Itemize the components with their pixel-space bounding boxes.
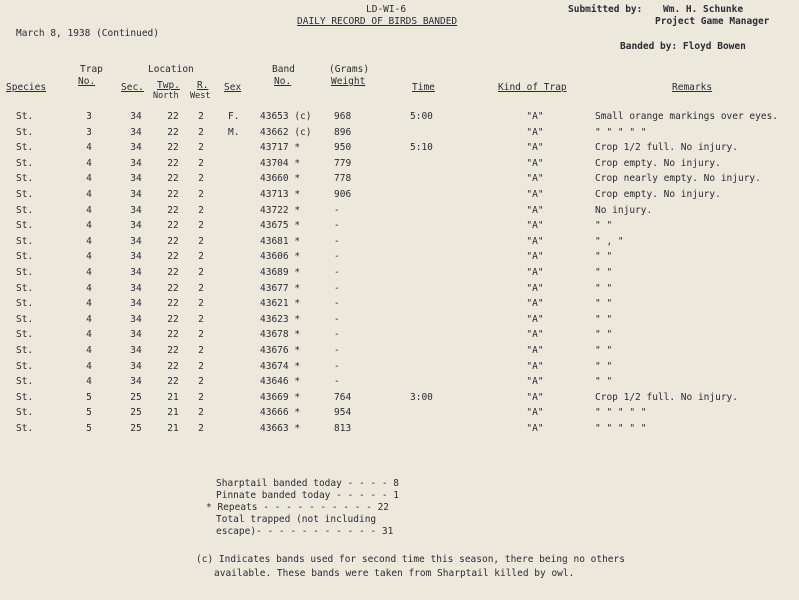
cell-remarks: " , " — [595, 235, 624, 247]
cell-r: 2 — [198, 204, 204, 216]
cell-kind: "A" — [526, 423, 544, 434]
submitted-by-name: Wm. H. Schunke — [663, 4, 744, 15]
cell-remarks: " " " " " — [595, 126, 647, 138]
cell-kind: "A" — [526, 126, 544, 138]
cell-kind: "A" — [526, 376, 544, 388]
cell-r: 2 — [198, 423, 204, 434]
cell-band: 43660 * — [260, 173, 301, 185]
cell-band: 43666 * — [260, 407, 301, 419]
cell-trap: 4 — [86, 329, 92, 341]
cell-twp: 22 — [167, 189, 179, 200]
cell-r: 2 — [198, 391, 204, 403]
cell-twp: 22 — [167, 173, 179, 185]
cell-r: 2 — [198, 345, 204, 356]
cell-species: St. — [16, 267, 34, 278]
cell-remarks: " " — [595, 282, 613, 294]
cell-band: 43669 * — [260, 391, 301, 403]
cell-band: 43621 * — [260, 298, 301, 310]
cell-twp: 22 — [167, 157, 179, 169]
summary-pinnate: Pinnate banded today - - - - - 1 — [216, 490, 400, 501]
cell-sec: 34 — [130, 189, 142, 200]
cell-weight: 764 — [334, 391, 352, 403]
cell-trap: 4 — [86, 235, 92, 247]
col-kind-of-trap: Kind of Trap — [498, 82, 567, 93]
cell-species: St. — [16, 313, 34, 325]
cell-kind: "A" — [526, 111, 544, 122]
cell-trap: 4 — [86, 142, 92, 154]
cell-twp: 21 — [167, 423, 179, 434]
cell-r: 2 — [198, 235, 204, 247]
col-sec: Sec. — [121, 82, 144, 93]
cell-r: 2 — [198, 220, 204, 232]
cell-trap: 3 — [86, 111, 92, 122]
cell-weight: 779 — [334, 157, 352, 169]
table-row — [0, 158, 799, 172]
col-species: Species — [6, 82, 47, 93]
cell-trap: 5 — [86, 423, 92, 434]
cell-r: 2 — [198, 313, 204, 325]
cell-sec: 34 — [130, 376, 142, 388]
cell-weight: - — [334, 360, 340, 372]
cell-remarks: " " — [595, 298, 613, 310]
table-row — [0, 220, 799, 234]
cell-kind: "A" — [526, 173, 544, 185]
cell-band: 43662 (c) — [260, 126, 312, 138]
cell-species: St. — [16, 391, 34, 403]
cell-remarks: " " — [595, 376, 613, 388]
cell-band: 43606 * — [260, 251, 301, 263]
cell-remarks: " " — [595, 313, 613, 325]
cell-r: 2 — [198, 376, 204, 388]
cell-kind: "A" — [526, 329, 544, 341]
cell-weight: - — [334, 267, 340, 278]
cell-sec: 34 — [130, 126, 142, 138]
cell-kind: "A" — [526, 267, 544, 278]
cell-remarks: " " " " " — [595, 407, 647, 419]
cell-sec: 34 — [130, 313, 142, 325]
cell-trap: 4 — [86, 173, 92, 185]
cell-weight: - — [334, 251, 340, 263]
cell-weight: - — [334, 313, 340, 325]
cell-r: 2 — [198, 298, 204, 310]
cell-species: St. — [16, 251, 34, 263]
cell-weight: 896 — [334, 126, 352, 138]
cell-r: 2 — [198, 407, 204, 419]
cell-twp: 22 — [167, 282, 179, 294]
cell-r: 2 — [198, 157, 204, 169]
cell-weight: 950 — [334, 142, 352, 154]
cell-band: 43623 * — [260, 313, 301, 325]
cell-weight: - — [334, 345, 340, 356]
cell-kind: "A" — [526, 204, 544, 216]
cell-kind: "A" — [526, 251, 544, 263]
table-row — [0, 361, 799, 375]
submitted-by-label: Submitted by: — [568, 4, 643, 15]
cell-band: 43663 * — [260, 423, 301, 434]
cell-species: St. — [16, 282, 34, 294]
banded-by: Banded by: Floyd Bowen — [620, 41, 746, 52]
cell-twp: 21 — [167, 391, 179, 403]
cell-trap: 4 — [86, 157, 92, 169]
cell-species: St. — [16, 407, 34, 419]
summary-repeats: * Repeats - - - - - - - - - - 22 — [206, 502, 390, 513]
cell-remarks: Crop empty. No injury. — [595, 157, 721, 169]
table-row — [0, 111, 799, 125]
cell-sec: 25 — [130, 407, 142, 419]
table-row — [0, 407, 799, 421]
cell-time: 3:00 — [410, 391, 433, 403]
cell-weight: - — [334, 298, 340, 310]
cell-sec: 34 — [130, 142, 142, 154]
cell-sec: 34 — [130, 157, 142, 169]
cell-kind: "A" — [526, 220, 544, 232]
cell-remarks: Small orange markings over eyes. — [595, 111, 779, 122]
cell-species: St. — [16, 126, 34, 138]
cell-weight: - — [334, 329, 340, 341]
cell-species: St. — [16, 298, 34, 310]
cell-band: 43674 * — [260, 360, 301, 372]
table-row — [0, 142, 799, 156]
cell-trap: 4 — [86, 376, 92, 388]
cell-kind: "A" — [526, 360, 544, 372]
cell-band: 43681 * — [260, 235, 301, 247]
cell-trap: 4 — [86, 267, 92, 278]
cell-trap: 4 — [86, 298, 92, 310]
cell-trap: 4 — [86, 189, 92, 200]
table-row — [0, 189, 799, 203]
cell-band: 43675 * — [260, 220, 301, 232]
table-row — [0, 205, 799, 219]
cell-trap: 3 — [86, 126, 92, 138]
cell-kind: "A" — [526, 345, 544, 356]
cell-sec: 34 — [130, 282, 142, 294]
cell-r: 2 — [198, 126, 204, 138]
cell-remarks: No injury. — [595, 204, 653, 216]
cell-sec: 34 — [130, 345, 142, 356]
col-remarks: Remarks — [672, 82, 713, 93]
cell-trap: 4 — [86, 360, 92, 372]
cell-band: 43678 * — [260, 329, 301, 341]
col-weight-bottom: Weight — [331, 76, 366, 87]
cell-weight: 954 — [334, 407, 352, 419]
cell-twp: 22 — [167, 235, 179, 247]
table-row — [0, 345, 799, 359]
cell-trap: 4 — [86, 204, 92, 216]
cell-trap: 4 — [86, 345, 92, 356]
cell-kind: "A" — [526, 391, 544, 403]
cell-twp: 22 — [167, 376, 179, 388]
summary-total-line2: escape)- - - - - - - - - - - 31 — [216, 526, 394, 537]
cell-band: 43676 * — [260, 345, 301, 356]
table-row — [0, 236, 799, 250]
cell-band: 43713 * — [260, 189, 301, 200]
cell-twp: 21 — [167, 407, 179, 419]
cell-species: St. — [16, 173, 34, 185]
record-date: March 8, 1938 (Continued) — [16, 28, 159, 39]
cell-twp: 22 — [167, 204, 179, 216]
col-trap-top: Trap — [80, 64, 103, 75]
table-row — [0, 251, 799, 265]
cell-r: 2 — [198, 142, 204, 154]
cell-kind: "A" — [526, 235, 544, 247]
table-row — [0, 392, 799, 406]
summary-total-line1: Total trapped (not including — [216, 514, 377, 525]
table-row — [0, 173, 799, 187]
cell-twp: 22 — [167, 298, 179, 310]
cell-species: St. — [16, 111, 34, 122]
cell-r: 2 — [198, 267, 204, 278]
cell-sex: F. — [228, 111, 240, 122]
cell-remarks: " " — [595, 345, 613, 356]
cell-kind: "A" — [526, 189, 544, 200]
cell-kind: "A" — [526, 407, 544, 419]
cell-sec: 34 — [130, 111, 142, 122]
cell-species: St. — [16, 329, 34, 341]
cell-r: 2 — [198, 173, 204, 185]
cell-species: St. — [16, 423, 34, 434]
cell-time: 5:00 — [410, 111, 433, 122]
cell-sec: 34 — [130, 251, 142, 263]
cell-species: St. — [16, 204, 34, 216]
cell-species: St. — [16, 376, 34, 388]
cell-band: 43704 * — [260, 157, 301, 169]
col-sex: Sex — [224, 82, 242, 93]
cell-remarks: Crop 1/2 full. No injury. — [595, 142, 738, 154]
table-row — [0, 314, 799, 328]
submitted-by-role: Project Game Manager — [655, 16, 770, 27]
cell-band: 43653 (c) — [260, 111, 312, 122]
cell-weight: - — [334, 220, 340, 232]
col-twp-sub: North — [153, 91, 179, 101]
cell-twp: 22 — [167, 111, 179, 122]
cell-trap: 5 — [86, 391, 92, 403]
cell-weight: 813 — [334, 423, 352, 434]
cell-sex: M. — [228, 126, 240, 138]
cell-species: St. — [16, 189, 34, 200]
cell-sec: 25 — [130, 423, 142, 434]
cell-weight: - — [334, 282, 340, 294]
cell-trap: 4 — [86, 220, 92, 232]
cell-remarks: " " — [595, 251, 613, 263]
cell-weight: - — [334, 235, 340, 247]
summary-sharptail: Sharptail banded today - - - - 8 — [216, 478, 400, 489]
cell-twp: 22 — [167, 251, 179, 263]
cell-twp: 22 — [167, 360, 179, 372]
col-band-bottom: No. — [274, 76, 292, 87]
cell-species: St. — [16, 360, 34, 372]
cell-sec: 34 — [130, 329, 142, 341]
cell-weight: - — [334, 376, 340, 388]
cell-r: 2 — [198, 282, 204, 294]
table-row — [0, 283, 799, 297]
doc-title: DAILY RECORD OF BIRDS BANDED — [297, 16, 458, 27]
cell-remarks: Crop 1/2 full. No injury. — [595, 391, 738, 403]
col-time: Time — [412, 82, 435, 93]
cell-sec: 34 — [130, 235, 142, 247]
cell-band: 43689 * — [260, 267, 301, 278]
cell-r: 2 — [198, 329, 204, 341]
cell-twp: 22 — [167, 142, 179, 154]
col-trap-bottom: No. — [78, 76, 96, 87]
cell-twp: 22 — [167, 329, 179, 341]
col-weight-top: (Grams) — [329, 64, 370, 75]
cell-remarks: " " " " " — [595, 423, 647, 434]
cell-twp: 22 — [167, 126, 179, 138]
cell-weight: - — [334, 204, 340, 216]
footnote-line2: available. These bands were taken from Sharptail killed by owl. — [214, 568, 575, 579]
cell-remarks: " " — [595, 329, 613, 341]
cell-remarks: " " — [595, 220, 613, 232]
col-band-top: Band — [272, 64, 295, 75]
cell-sec: 25 — [130, 391, 142, 403]
table-row — [0, 127, 799, 141]
cell-twp: 22 — [167, 345, 179, 356]
cell-sec: 34 — [130, 298, 142, 310]
cell-kind: "A" — [526, 142, 544, 154]
cell-weight: 968 — [334, 111, 352, 122]
table-row — [0, 298, 799, 312]
cell-sec: 34 — [130, 360, 142, 372]
cell-sec: 34 — [130, 267, 142, 278]
cell-weight: 778 — [334, 173, 352, 185]
col-r: R. — [197, 80, 209, 91]
cell-band: 43717 * — [260, 142, 301, 154]
cell-remarks: Crop nearly empty. No injury. — [595, 173, 761, 185]
cell-kind: "A" — [526, 298, 544, 310]
cell-sec: 34 — [130, 204, 142, 216]
cell-time: 5:10 — [410, 142, 433, 154]
cell-species: St. — [16, 220, 34, 232]
cell-kind: "A" — [526, 313, 544, 325]
cell-remarks: Crop empty. No injury. — [595, 189, 721, 200]
cell-r: 2 — [198, 189, 204, 200]
cell-r: 2 — [198, 251, 204, 263]
cell-twp: 22 — [167, 313, 179, 325]
cell-species: St. — [16, 345, 34, 356]
cell-kind: "A" — [526, 157, 544, 169]
cell-trap: 5 — [86, 407, 92, 419]
table-row — [0, 376, 799, 390]
cell-r: 2 — [198, 360, 204, 372]
table-row — [0, 267, 799, 281]
cell-band: 43722 * — [260, 204, 301, 216]
cell-trap: 4 — [86, 282, 92, 294]
col-twp: Twp. — [157, 80, 180, 91]
col-location: Location — [148, 64, 194, 75]
table-row — [0, 329, 799, 343]
cell-remarks: " " — [595, 360, 613, 372]
cell-sec: 34 — [130, 173, 142, 185]
cell-kind: "A" — [526, 282, 544, 294]
col-r-sub: West — [190, 91, 211, 101]
cell-trap: 4 — [86, 313, 92, 325]
cell-species: St. — [16, 142, 34, 154]
cell-twp: 22 — [167, 267, 179, 278]
cell-species: St. — [16, 157, 34, 169]
table-row — [0, 423, 799, 437]
cell-sec: 34 — [130, 220, 142, 232]
cell-twp: 22 — [167, 220, 179, 232]
cell-r: 2 — [198, 111, 204, 122]
cell-band: 43677 * — [260, 282, 301, 294]
cell-band: 43646 * — [260, 376, 301, 388]
cell-trap: 4 — [86, 251, 92, 263]
doc-code: LD-WI-6 — [366, 4, 407, 15]
cell-remarks: " " — [595, 267, 613, 278]
footnote-line1: (c) Indicates bands used for second time this season, there being no others — [196, 554, 625, 565]
cell-weight: 906 — [334, 189, 352, 200]
cell-species: St. — [16, 235, 34, 247]
